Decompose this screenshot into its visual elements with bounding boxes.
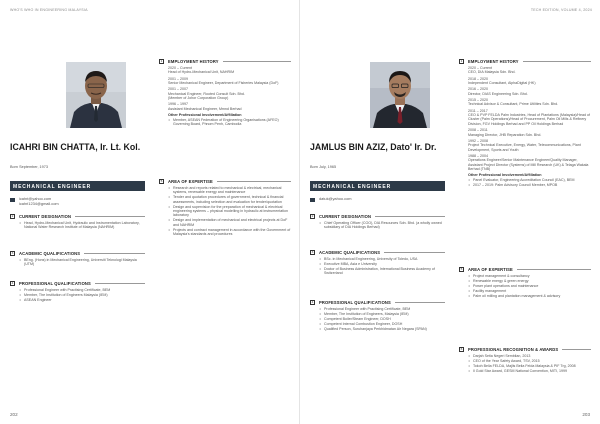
entry-position: CEO & PVP FELDA Palm Industries, Head of Plantations (Malaysia)/Head of Cluster (Palm Operations)/Head of Procurement, Palm Oil Mills & Refinery Division, FGV Holdings Berhad and PP Oil Holdings Berhad: [468, 113, 590, 126]
entry-position: Independent Consultant, AlphaDigital (HK): [468, 80, 536, 85]
contact-block: [10, 197, 145, 207]
entry-position: Mechanical Engineer, Rooted Consult Sdn. Bhd.: [168, 91, 245, 96]
section-title: EMPLOYMENT HISTORY: [168, 58, 219, 64]
employment-entry: [468, 66, 591, 75]
role-banner: [310, 181, 445, 191]
entry-period: 2015 – 2020: [468, 97, 488, 102]
profile-name: ICAHRI BIN CHATTA, Ir. Lt. Kol.: [10, 142, 141, 152]
section-rule: [75, 216, 145, 217]
list-item: • Professional Engineer with Practising Certificate, BEM: [19, 288, 145, 292]
section-rule: [217, 181, 291, 182]
section-number: 5: [160, 179, 163, 183]
section-title: ACADEMIC QUALIFICATIONS: [319, 249, 381, 255]
list-item: • Research and reports related to mechanical & electrical, mechanical systems, renewable energy and maintenance: [168, 186, 291, 195]
envelope-icon: [10, 198, 15, 202]
list-item: • BEng. (Hons) in Mechanical Engineering, Universiti Teknologi Malaysia (UTM): [19, 258, 145, 267]
list-item: • Member, The Institution of Engineers, Malaysia (IEM): [319, 312, 445, 316]
section-title: ACADEMIC QUALIFICATIONS: [19, 250, 81, 256]
section-number: 1: [460, 59, 463, 63]
role-label: MECHANICAL ENGINEER: [13, 183, 92, 190]
section-rule: [384, 252, 445, 253]
list-item: • Design and implementation of mechanical and electrical projects at DoF and NAHRIM: [168, 218, 291, 227]
section-number: 2: [311, 214, 314, 218]
list-item: • Facility management: [468, 289, 591, 293]
list-item: • Member, ASEAN Federation of Engineering Organisations (AFEO) Governing Board, Phnom Penh, Cambodia: [168, 118, 291, 127]
employment-entry: [168, 66, 291, 75]
list-item: • Panel Evaluator, Engineering Accreditation Council (EAC), BEM: [468, 178, 591, 182]
entry-period: 2001 – 2009: [168, 76, 188, 81]
section-number: 1: [160, 59, 163, 63]
section-rule: [375, 216, 445, 217]
section-title: AREA OF EXPERTISE: [168, 178, 213, 184]
academic-qualifications-section: [310, 249, 445, 276]
list-item: • Project management & consultancy: [468, 274, 591, 278]
employment-entry: [168, 87, 291, 100]
entry-period: 1992 – 2008: [468, 138, 488, 143]
section-rule: [562, 349, 591, 350]
entry-position: Technical Advisor & Consultant, Prime Utilities Sdn. Bhd.: [468, 102, 559, 107]
section-title: CURRENT DESIGNATION: [319, 213, 372, 219]
employment-entry: [468, 154, 591, 172]
entry-period: 2016 – 2020: [468, 87, 488, 92]
profile-photo: [66, 62, 126, 128]
section-number: 3: [311, 250, 314, 254]
birth-date: Born September, 1973: [10, 165, 48, 169]
list-item: • Competent Boiler/Steam Engineer, DOSH: [319, 317, 445, 321]
employment-entry: [468, 139, 591, 152]
entry-period: 2020 – Current: [168, 65, 192, 70]
employment-entry: [468, 128, 591, 137]
entry-period: 2018 – 2020: [468, 76, 488, 81]
entry-position: Director, DIAS Engineering Sdn. Bhd.: [468, 91, 528, 96]
section-rule: [517, 269, 591, 270]
entry-position: Project Technical Executive, Energy, Water, Telecommunications, Plant Development, Sports and Youth: [468, 143, 581, 152]
entry-position: Senior Mechanical Engineer, Department of Fisheries Malaysia (DoF): [168, 80, 279, 85]
section-title: PROFESSIONAL RECOGNITION & AWARDS: [468, 346, 559, 352]
entry-period: 2008 – 2011: [468, 128, 488, 133]
running-head: WHO'S WHO IN ENGINEERING MALAYSIA: [10, 8, 88, 12]
list-item: • Il Gold Star Award, GESM National Convention, MITI, 1999: [468, 369, 591, 373]
right-page: [300, 0, 600, 424]
employment-entry: [168, 77, 291, 86]
list-item: • Head, Hydro-Mechanical Unit, Hydraulic and Instrumentation Laboratory, National Water Research Institute of Malaysia (NAHRIM): [19, 221, 145, 230]
professional-qualifications-section: [310, 299, 445, 332]
section-number: 3: [11, 251, 14, 255]
affiliation-heading: Other Professional Involvement/Affiliation: [468, 173, 542, 178]
list-item: • Tokoh Belia FELDA, Majlis Belia Felda Malaysia & PIF Trg, 2008: [468, 364, 591, 368]
entry-position: Managing Director, JHB Reparation Sdn. Bhd.: [468, 132, 542, 137]
entry-period: 2001 – 2007: [168, 87, 188, 92]
list-item: • Doctor of Business Administration, International Business Academy of Switzerland: [319, 267, 445, 276]
section-number: 4: [11, 281, 14, 285]
current-designation-section: [10, 213, 145, 230]
profile-photo: [370, 62, 430, 128]
page-number: 203: [582, 412, 590, 417]
list-item: • Member, The Institution of Engineers Malaysia (IEM): [19, 293, 145, 297]
employment-entry: [468, 109, 591, 127]
entry-position: Head of Hydro-Mechanical Unit, NAHRIM: [168, 70, 235, 75]
list-item: • Renewable energy & green energy: [468, 279, 591, 283]
envelope-icon: [310, 198, 315, 202]
running-head: TECH EDITION, VOLUME 4, 2024: [530, 8, 592, 12]
employment-history-section: [459, 58, 591, 188]
list-item: • Professional Engineer with Practising Certificate, BEM: [319, 307, 445, 311]
entry-note: (Member of Johor Corporation Group): [168, 96, 229, 101]
list-item: • BSc. in Mechanical Engineering, University of Toledo, USA: [319, 257, 445, 261]
section-rule: [395, 302, 445, 303]
employment-entry: [168, 102, 291, 111]
list-item: • Tender and quotation procedures of government, technical & financial assessments, including selection and evaluation for tender/quotation: [168, 195, 291, 204]
entry-position: Operations Engineer/Senior Maintenance Engineer/Quality Manager, Assistant Project Director (Systems) of Mill Research (UK) & Telaga Wakala Berhad (TNB): [468, 158, 589, 172]
entry-position: CEO, DIA Malaysia Sdn. Bhd.: [468, 70, 516, 75]
section-title: EMPLOYMENT HISTORY: [468, 58, 519, 64]
contact-block: [310, 197, 445, 202]
section-rule: [223, 61, 291, 62]
list-item: • 2017 – 2019: Palm Advisory Council Member, MPOB: [468, 183, 591, 187]
list-item: • Qualified Person, Suruhanjaya Perkhidmatan Air Negara (SPAN): [319, 327, 445, 331]
role-label: MECHANICAL ENGINEER: [313, 183, 392, 190]
section-number: 4: [311, 300, 314, 304]
employment-entry: [468, 87, 591, 96]
current-designation-section: [310, 213, 445, 230]
entry-position: Assistant Mechanical Engineer, Mmnd Berhad: [168, 106, 242, 111]
entry-period: 1996 – 1997: [168, 102, 188, 107]
area-of-expertise-section: [159, 178, 291, 237]
section-title: PROFESSIONAL QUALIFICATIONS: [319, 299, 391, 305]
list-item: • Chief Operating Officer (COO), DIA Resources Sdn. Bhd. (a wholly owned subsidiary of DIA Holdings Berhad): [319, 221, 445, 230]
entry-period: 2011 – 2017: [468, 108, 488, 113]
employment-entry: [468, 98, 591, 107]
section-title: CURRENT DESIGNATION: [19, 213, 72, 219]
list-item: • Design and supervision for the preparation of mechanical & electrical engineering systems – physical modelling in hydraulic at instrumentation laboratory: [168, 205, 291, 218]
section-rule: [95, 283, 145, 284]
section-number: 6: [460, 347, 463, 351]
section-number: 2: [11, 214, 14, 218]
section-number: 5: [460, 267, 463, 271]
role-banner: [10, 181, 145, 191]
page-number: 202: [10, 412, 18, 417]
professional-qualifications-section: [10, 280, 145, 303]
list-item: • Projects and contract management in accordance with the Government of Malaysia's standards and procedures: [168, 228, 291, 237]
email-link[interactable]: icahri1234@gmail.com: [19, 200, 59, 206]
list-item: • CEO of the Year Safety Award, TSV, 2015: [468, 359, 591, 363]
section-title: AREA OF EXPERTISE: [468, 266, 513, 272]
list-item: • Executive MBA, Asia e University: [319, 262, 445, 266]
list-item: • Darjah Setia Negeri Sembilan, 2013: [468, 354, 591, 358]
section-title: PROFESSIONAL QUALIFICATIONS: [19, 280, 91, 286]
entry-period: 2020 – Current: [468, 65, 492, 70]
affiliation-heading: Other Professional Involvement/Affiliation: [168, 113, 242, 118]
profile-name: JAMLUS BIN AZIZ, Dato' Ir. Dr.: [310, 142, 437, 152]
email-link[interactable]: icahri@yahoo.com: [19, 196, 52, 201]
email-link[interactable]: datuk@yahoo.com: [319, 196, 352, 201]
entry-period: 1988 – 2004: [468, 153, 488, 158]
area-of-expertise-section: [459, 266, 591, 299]
section-rule: [84, 253, 145, 254]
employment-history-section: [159, 58, 291, 127]
section-rule: [523, 61, 591, 62]
birth-date: Born July, 1965: [310, 165, 337, 169]
recognition-section: [459, 346, 591, 374]
employment-entry: [468, 77, 591, 86]
list-item: • Competent Internal Combustion Engineer, DOSH: [319, 322, 445, 326]
academic-qualifications-section: [10, 250, 145, 267]
list-item: • ASEAN Engineer: [19, 298, 145, 302]
list-item: • Power plant operations and maintenance: [468, 284, 591, 288]
list-item: • Palm oil milling and plantation management & advisory: [468, 294, 591, 298]
